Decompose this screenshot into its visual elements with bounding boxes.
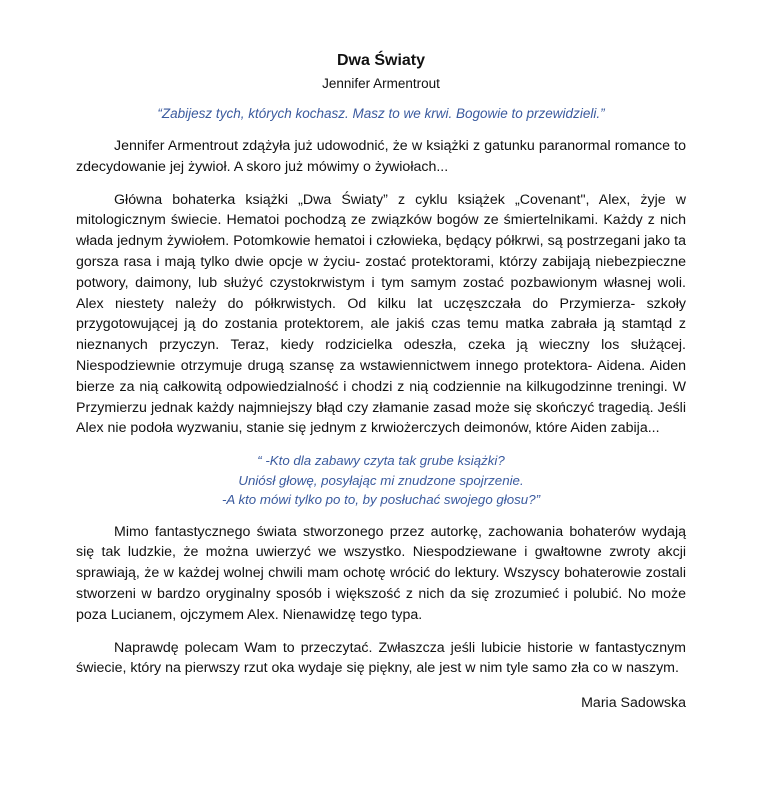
dialog-quote — [76, 451, 686, 510]
epigraph-quote: “Zabijesz tych, których kochasz. Masz to we krwi. Bogowie to przewidzieli.” — [157, 106, 605, 121]
paragraph-intro: Jennifer Armentrout zdążyła już udowodnić, że w książki z gatunku paranormal romance to zdecydowanie jej żywioł. A skoro już mówimy o żywiołach... — [76, 138, 686, 175]
dialog-line: “ -Kto dla zabawy czyta tak grube książki? — [257, 453, 505, 469]
paragraph-opinion: Mimo fantastycznego świata stworzonego przez autorkę, zachowania bohaterów wydają się tak ludzkie, że można uwierzyć we wszystko. Niespodziewane i gwałtowne zwroty akcji sprawiają, że w każdej wolnej chwili mam ochotę wrócić do lektury. Wszyscy bohaterowie zostali stworzeni w bardzo oryginalny sposób i większość z nich da się zrozumieć i polubić. No może poza Lucianem, ojczymem Alex. Nienawidzę tego typa. — [76, 523, 686, 623]
review-document — [76, 50, 686, 713]
dialog-line: Uniósł głowę, posyłając mi znudzone spojrzenie. — [238, 472, 524, 488]
reviewer-signature: Maria Sadowska — [581, 695, 686, 712]
paragraph-plot: Główna bohaterka książki „Dwa Światy” z cyklu książek „Covenant", Alex, żyje w mitologicznym świecie. Hematoi pochodzą ze związków bogów ze śmiertelnikami. Każdy z nich włada jednym żywiołem. Potomkowie hematoi i człowieka, będący półkrwi, są postrzegani jako ta gorsza rasa i mają tylko dwie opcje w życiu- zostać protektorami, którzy zabijają niebezpieczne potwory, daimony, lub służyć czystokrwistym i tym samym zostać pozbawionym własnej woli. Alex niestety należy do półkrwistych. Od kilku lat uczęszczała do Przymierza- szkoły przygotowującej ją do zostania protektorem, ale jakiś czas temu matka zabrała ją stamtąd z nieznanych przyczyn. Teraz, kiedy rodzicielka odeszła, czeka ją wieczny los służącej. Niespodziewnie otrzymuje drugą szansę za wstawiennictwem innego protektora- Aidena. Aiden bierze za nią całkowitą odpowiedzialność i chodzi z nią codziennie na kilkugodzinne treningi. W Przymierzu jednak każdy najmniejszy błąd czy złamanie zasad może się skończyć tragedią. Jeśli Alex nie podoła wyzwaniu, stanie się jednym z krwiożerczych deimonów, które Aiden zabija... — [76, 191, 686, 437]
book-author: Jennifer Armentrout — [322, 76, 440, 91]
review-title: Dwa Światy — [336, 52, 426, 69]
paragraph-recommendation: Naprawdę polecam Wam to przeczytać. Zwłaszcza jeśli lubicie historie w fantastycznym świecie, który na pierwszy rzut oka wydaje się piękny, ale jest w nim tyle samo zła co w naszym. — [76, 639, 686, 677]
dialog-line: -A kto mówi tylko po to, by posłuchać swojego głosu?” — [221, 492, 541, 508]
